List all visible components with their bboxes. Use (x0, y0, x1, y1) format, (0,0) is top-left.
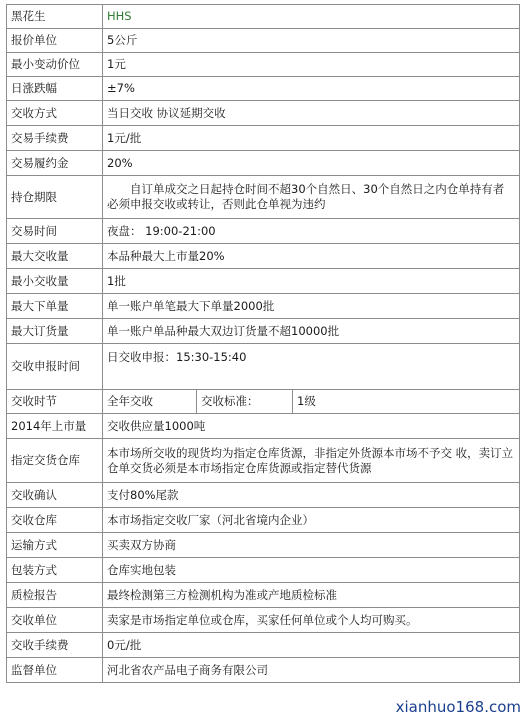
row-label-listing-volume: 2014年上市量 (7, 414, 103, 439)
site-watermark: xianhuo168.com (395, 698, 521, 716)
quote-unit-value: 5公斤 (103, 29, 520, 53)
row-label-transport: 运输方式 (7, 533, 103, 558)
row-label-designated-warehouse: 指定交货仓库 (7, 439, 103, 483)
delivery-standard-value: 1级 (293, 390, 520, 414)
transport-value: 买卖双方协商 (103, 533, 520, 558)
table-row (7, 414, 520, 439)
delivery-warehouse-value: 本市场指定交收厂家（河北省境内企业） (103, 508, 520, 533)
supervisor-value: 河北省农产品电子商务有限公司 (103, 658, 520, 683)
row-label-holding-period: 持仓期限 (7, 176, 103, 219)
row-label-quote-unit: 报价单位 (7, 29, 103, 53)
designated-warehouse-value: 本市场所交收的现货均为指定仓库货源，非指定外货源本市场不予交 收，卖订立仓单交货必须是本市场指定仓库货源或指定替代货源 (103, 439, 520, 483)
quality-report-value: 最终检测第三方检测机构为准或产地质检标准 (103, 583, 520, 608)
row-label-delivery-season: 交收时节 (7, 390, 103, 414)
table-row (7, 633, 520, 658)
min-delivery-value: 1批 (103, 269, 520, 294)
table-row (7, 53, 520, 77)
row-label-max-position: 最大订货量 (7, 319, 103, 344)
row-label-max-order: 最大下单量 (7, 294, 103, 319)
table-row (7, 126, 520, 151)
row-label-margin: 交易履约金 (7, 151, 103, 176)
delivery-confirm-value: 支付80%尾款 (103, 483, 520, 508)
max-position-value: 单一账户单品种最大双边订货量不超10000批 (103, 319, 520, 344)
row-label-delivery-fee: 交收手续费 (7, 633, 103, 658)
table-row (7, 269, 520, 294)
delivery-fee-value: 0元/批 (103, 633, 520, 658)
holding-period-value: 自订单成交之日起持仓时间不超30个自然日、30个自然日之内仓单持有者必须申报交收或转让，否则此仓单视为违约 (103, 176, 520, 219)
delivery-season-value: 全年交收 (103, 390, 197, 414)
row-label-delivery-unit: 交收单位 (7, 608, 103, 633)
packaging-value: 仓库实地包装 (103, 558, 520, 583)
delivery-declare-time-value: 日交收申报：15:30-15:40 (103, 344, 520, 390)
table-row (7, 558, 520, 583)
table-row (7, 390, 520, 414)
table-row (7, 77, 520, 101)
row-label-min-delivery: 最小交收量 (7, 269, 103, 294)
table-row (7, 219, 520, 244)
max-delivery-value: 本品种最大上市量20% (103, 244, 520, 269)
table-row (7, 439, 520, 483)
margin-value: 20% (103, 151, 520, 176)
table-row (7, 5, 520, 29)
table-row (7, 176, 520, 219)
table-row (7, 483, 520, 508)
table-row (7, 533, 520, 558)
row-label-packaging: 包装方式 (7, 558, 103, 583)
row-label-delivery-method: 交收方式 (7, 101, 103, 126)
row-label-trading-fee: 交易手续费 (7, 126, 103, 151)
product-code: HHS (103, 5, 520, 29)
delivery-unit-value: 卖家是市场指定单位或仓库，买家任何单位或个人均可购买。 (103, 608, 520, 633)
row-label-supervisor: 监督单位 (7, 658, 103, 683)
table-row (7, 29, 520, 53)
trading-fee-value: 1元/批 (103, 126, 520, 151)
table-row (7, 101, 520, 126)
table-row (7, 151, 520, 176)
price-limit-value: ±7% (103, 77, 520, 101)
tick-size-value: 1元 (103, 53, 520, 77)
contract-spec-table (6, 4, 520, 683)
trading-hours-value: 夜盘： 19:00-21:00 (103, 219, 520, 244)
delivery-standard-label: 交收标准： (197, 390, 293, 414)
table-row (7, 319, 520, 344)
table-row (7, 608, 520, 633)
row-label-tick-size: 最小变动价位 (7, 53, 103, 77)
row-label-max-delivery: 最大交收量 (7, 244, 103, 269)
table-row (7, 244, 520, 269)
listing-volume-value: 交收供应量1000吨 (103, 414, 520, 439)
table-row (7, 583, 520, 608)
table-row (7, 658, 520, 683)
row-label-trading-hours: 交易时间 (7, 219, 103, 244)
table-row (7, 294, 520, 319)
max-order-value: 单一账户单笔最大下单量2000批 (103, 294, 520, 319)
row-label-name: 黑花生 (7, 5, 103, 29)
row-label-quality-report: 质检报告 (7, 583, 103, 608)
table-row (7, 508, 520, 533)
delivery-method-value: 当日交收 协议延期交收 (103, 101, 520, 126)
row-label-price-limit: 日涨跌幅 (7, 77, 103, 101)
row-label-delivery-warehouse: 交收仓库 (7, 508, 103, 533)
row-label-delivery-confirm: 交收确认 (7, 483, 103, 508)
row-label-delivery-declare-time: 交收申报时间 (7, 344, 103, 390)
table-row (7, 344, 520, 390)
